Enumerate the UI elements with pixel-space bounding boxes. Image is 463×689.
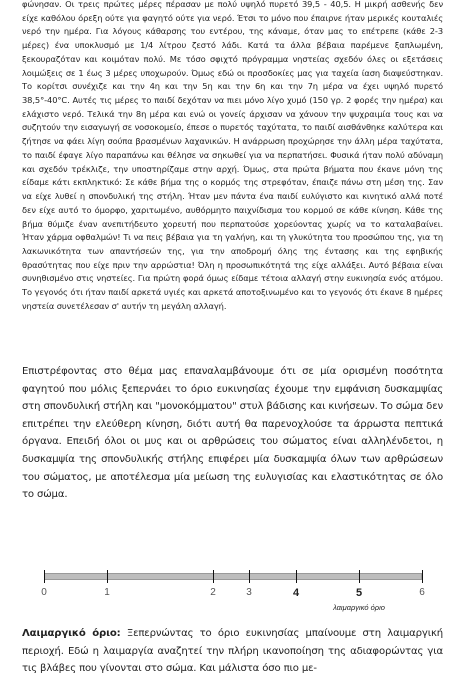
scale-tick-label: 1 [104,587,110,598]
gluttony-threshold-paragraph [22,625,443,678]
narrative-text: φώνησαν. Οι τρεις πρώτες μέρες πέρασαν με πολύ υψηλό πυρετό 39,5 - 40,5. Η μικρή ασθενής δεν είχε καθόλου όρεξη ούτε για φαγητό ούτε για νερό. Έτσι το μόνο που έπαιρνε ήταν μερικές κουταλιές νερό την ημέρα. Για λόγους κάθαρσης του εντέρου, της κάναμε, όταν μας το επέτρεπε (κάθε 2-3 μέρες) ένα υποκλυσμό με 1/4 λίτρου ζεστό λάδι. Κατά τα άλλα βέβαια παρέμενε ξαπλωμένη, ξεκουραζόταν και κοιμόταν πολύ. Με τόσο σφιχτό πρόγραμμα νηστείας σχεδόν όλες οι εξετάσεις λοιμώξεις σε 1 έως 3 μέρες υποχωρούν. Όμως εδώ οι προσδοκίες μας για ταχεία ίαση διαψεύστηκαν. Το κορίτσι συνέχιζε και την 4η και την 5η και την 6η και την 7η μέρα να έχει υψηλό πυρετό 38,5°-40°C. Αυτές τις μέρες το παιδί δεχόταν να πιει μόνο λίγο χυμό (150 γρ. 2 φορές την ημέρα) και ελάχιστο νερό. Τελικά την 8η μέρα και ενώ οι γονείς άρχισαν να χάνουν την ψυχραιμία τους και να συζητούν την εισαγωγή σε νοσοκομείο, έπεσε ο πυρετός ταχύτατα, το παιδί αισθάνθηκε καλύτερα και ζήτησε να φάει λίγη σούπα βρασμένων λαχανικών. Η ανάρρωση προχώρησε την άλλη μέρα ταχύτατα, το παιδί έφαγε λίγο παραπάνω και θέλησε να σηκωθεί για να περπατήσει. Φυσικά ήταν πολύ αδύναμη και σχεδόν τρέκλιζε, την υποστηρίζαμε στην αρχή. Όμως, στα πρώτα βήματα που έκανε μόνη της είδαμε κάτι εκπληκτικό: Σε κάθε βήμα της ο κορμός της στρεφόταν, έπαιζε πάνω στη μέση της. Σαν να είχε λυθεί η σπονδυλική της στήλη. Ήταν μεν πάντα ένα παιδί ευλύγιστο και κινητικό αλλά ποτέ δεν είχε αυτό το όμορφο, χαριτωμένο, αυθόρμητο παιχνίδισμα του κορμού σε κάθε κίνηση. Κάθε της βήμα θύμιζε έναν ανεπιτήδευτο χορευτή που περπατούσε χορεύοντας χωρίς να το καταλαβαίνει. Ήταν χάρμα οφθαλμών! Τι να πεις βέβαια για τη γαλήνη, και τη γλυκύτητα του προσώπου της, για τη λακωνικότητα των απαντήσεών της, για την αποδρομή όλης της έντασης και της εφηβικής θρασύτητας που είχε πριν την αρρώστια! Όλη η προσωπικότητά της είχε αλλάξει. Αυτό βέβαια είναι συνηθισμένο στις νηστείες. Για πρώτη φορά όμως είδαμε τέτοια αλλαγή στην ευκινησία ενός ατόμου. Το γεγονός ότι ήταν παιδί αρκετά υγιές και αρκετά αποτοξινωμένο και το γεγονός ότι έκανε 8 ημέρες νηστεία συνετέλεσαν σ' αυτήν τη μεγάλη αλλαγή. [22,0,443,311]
thresholds-scale-figure [22,568,443,628]
gluttony-threshold-label: λαιμαργικό όριο [333,603,385,612]
scale-tick [359,570,360,583]
term-definition-text: Ξεπερνώντας το όριο ευκινησίας μπαίνουμε στη λαιμαργική περιοχή. Εδώ η λαιμαργία αναζητεί την πλήρη ικανοποίηση της αδιαφορώντας για τις βλάβες που γίνονται στο σώμα. Και μάλιστα όσο πιο με- [22,628,444,675]
scale-bar [44,573,422,580]
scale-tick [296,570,297,583]
scale-tick [44,570,45,583]
explanation-paragraph [22,363,443,504]
scale-tick [107,570,108,583]
scale-tick-label: 5 [355,587,363,599]
narrative-paragraph [22,0,443,314]
scale-tick [213,570,214,583]
scale-tick-label: 3 [246,587,252,598]
scale-tick-label: 6 [419,587,425,598]
scale-tick-label: 0 [41,587,47,598]
scale-tick [422,570,423,583]
explanation-text: Επιστρέφοντας στο θέμα μας επαναλαμβάνουμε ότι σε μία ορισμένη ποσότητα φαγητού που μόλις ξεπερνάει το όριο ευκινησίας έχουμε την εμφάνιση δυσκαμψίας στη σπονδυλική στήλη και "μονοκόμματου" στυλ βάδισης και κινήσεων. Το σώμα δεν επιτρέπει την ελεύθερη κίνηση, διότι αυτή θα παρενοχλούσε τα άρρωστα πεπτικά όργανα. Επειδή όλοι οι μυς και οι αρθρώσεις του σώματος είναι αλληλένδετοι, η δυσκαμψία της σπονδυλικής στήλης επιφέρει μία δυσκαμψία όλων των αρθρώσεων του σώματος, με αποτέλεσμα μία μείωση της ευλυγισίας και ελαστικότητας σε όλο το σώμα. [22,366,443,501]
scale-tick [249,570,250,583]
scale-tick-label: 2 [210,587,216,598]
term-heading: Λαιμαργικό όριο: [22,628,121,639]
scale-tick-label: 4 [292,587,300,599]
